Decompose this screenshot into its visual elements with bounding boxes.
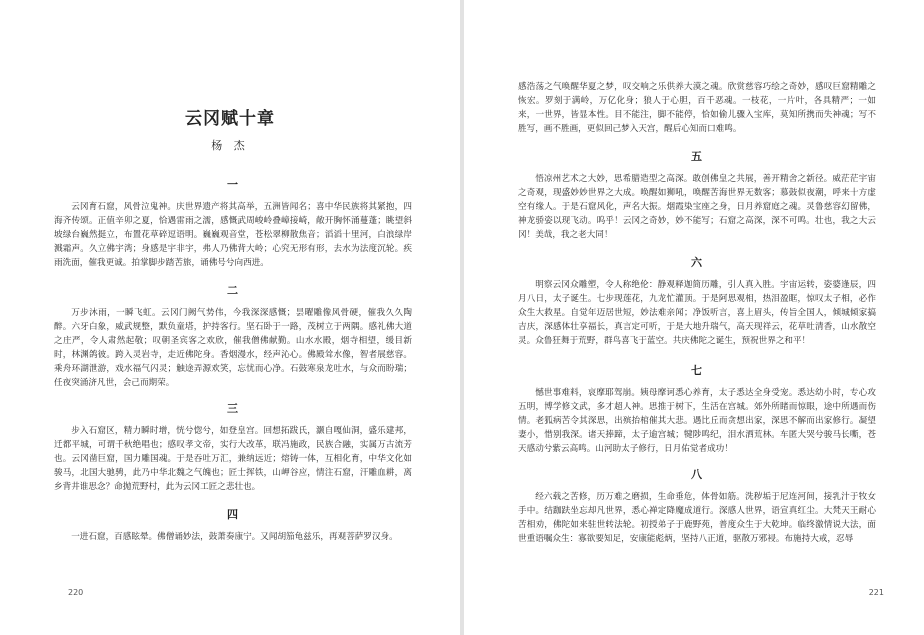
section-6: [518, 254, 876, 348]
right-page: [464, 0, 924, 635]
section-8: [518, 466, 876, 546]
section-paragraph: 憾世事难料，哀摩耶驾崩。姨母摩诃悉心养育，太子悉达全身受宠。悉达幼小时，专心攻五明，博学修文武，多才超人神。思推于树下，生活在宫城。郊外所睹而惊眼，途中所遇而伤情。老狐病苦令其深思，出殡抬棺催其大悲。遇比丘而贪想出家，深思不解而出家修行。凝望妻小，惜别我深。诸天捧蹄，太子逾宫城；犍陟鸣纪，泪水洒荒林。车匿大哭兮骏马长嘶，苍天感动兮紫云高鸣。山河助太子修行，日月佑觉者成功！: [518, 388, 876, 454]
section-heading: 五: [691, 150, 703, 163]
section-heading: 二: [227, 284, 239, 297]
section-paragraph: 一进石窟，百感眩晕。佛僧诵妙法，鼓萧奏康宁。又闻胡笳龟兹乐，再观菩萨罗汉身。: [71, 532, 398, 542]
section-5: [518, 148, 876, 242]
section-heading: 八: [691, 468, 703, 481]
section-7: [518, 362, 876, 456]
section-paragraph: 云冈育石窟，风骨泣鬼神。庆世界遗产将其高举，五洲皆闻名；喜中华民族将其紧抱，四海齐传颂。正值辛卯之夏，恰遇雷雨之濡，感慨武周峻岭叠嶂接崎，敞开胸怀涌蔓蓬；眺望斜坡绿台巍然挺立，布置花草碎逗语明。巍巍观音堂，苍松翠柳散焦音；滔滔十里河，白浪绿岸溅霜声。久立佛宇湾；身感是宇非宇，弗人乃佛背大岭；心究无形有形，去水为法度沉轮。疾雨洗面，催我更诚。拍掌脚步踏苦旅，诵佛号兮向西进。: [54, 202, 412, 268]
section-paragraph: 悟凉州艺术之大妙，思希腊造型之高深。敢创佛皇之共展，善开精舍之新径。威茫茫宇宙之奇观，现盛妙妙世界之大成。唤醒如狮吼，唤醒苦海世界无数客；慕鼓似夜潮，呼来十方虚空有缘人。于是石窟风化，声名大振。烟霞染宝座之身，日月养窟庭之魂。灵鲁慈容幻留佛，神龙骄姿以现飞动。呜乎！云冈之奇妙，妙不能写；石窟之高深，深不可鸣。壮也，我之大云冈！美哉，我之老大同！: [518, 174, 876, 240]
author-name: 杨 杰: [211, 139, 249, 152]
page-number: 221: [868, 588, 884, 597]
section-heading: 六: [691, 256, 703, 269]
section-paragraph: 明察云冈众雕塑，令人称绝伦：静观释迦简历雕，引人真入胜。宇宙运转，姿婆逢辰，四月八日，太子诞生。七步现莲花，九龙忙灌顶。于是阿思观相，热泪盈眶，惊叹太子相，必作众生大救星。自觉年迈居世短，妙法难亲闻；净饭听言，喜上眉头，传旨全国人，倾城倾家搞吉庆，深感体壮享福长，真言定可听，于是大地升瑞气，高天现祥云，花草吐清香，山水散空灵。众鲁狂舞于荒野，群鸟喜飞于蓝空。共庆佛陀之诞生，预祝世界之和平！: [518, 280, 876, 346]
page-number: 220: [68, 588, 84, 597]
section-2: [54, 282, 412, 390]
section-heading: 七: [691, 364, 703, 377]
section-heading: 三: [227, 402, 239, 415]
section-heading: 四: [227, 508, 239, 521]
section-paragraph: 万步沐雨，一瞬飞虹。云冈门阙气势伟，今我深深感慨；昙曜雕像风骨硬，催我久久陶醉。六牙白象，威武规整，默负童塔，护持客行。坚石卧于一路，茂树立于两隅。感礼佛大道之庄严，令人肃然起敬；叹朝圣宾客之欢欣，催我僧佛献勤。山水水殿，烟寺相望，缓目新时，林渊鸽彼。跨入灵岩寺，走近佛陀身。香烟漫水，经声沁心。佛殿耸水像，智者展慈容。乘舟环湖泄游，戏水福气闪灵；触途弄源欢笑，忘忧而心净。石鼓寒泉龙吐水，与众而盼瑞；任夜突涌济凡世，会己而期荣。: [54, 308, 412, 388]
intro-paragraph: 感浩荡之气唤醒华夏之梦，叹交响之乐供养大漠之魂。欣赏慈容巧绘之奇妙，感叹巨窟精雕之恢宏。罗刻于满岭，万亿化身；狼人于心胆，百千恶魂。一枝花，一片叶，各具精严；一如来，一世界，皆显本性。目不能注，脚不能停，恰如偷儿骤入宝库，莫知所携而失神魂；写不胜写，画不胜画，更似回己梦入天宫，醒后心知而口难鸣。: [518, 82, 876, 134]
section-1: [54, 176, 412, 270]
section-3: [54, 400, 412, 494]
section-paragraph: 经六载之苦修，历万难之磨损，生命垂危，体骨如筋。洗秽垢于尼连河间，接乳汁于牧女手中。结跏趺坐忘却凡世界，悉心禅定降魔成道行。深感人世界，语宣真红尘。大梵天王耐心苦相劝，佛陀如来驻世转法轮。初授弟子于鹿野苑，普度众生于大乾坤。临终激情说大法，面世重语嘱众生：寡欲要知足，安康能彪炳，坚持八正道，驱散万邪祲。布施持大戒，忍辱: [518, 492, 876, 544]
section-heading: 一: [227, 178, 239, 191]
section-paragraph: 步入石窟区，精力瞬时增，恍兮惚兮，如登皇宫。回想拓跋氏，灏自嘎仙洞，盛乐建邦，迁都平城，可谓千秋绝唱也；感叹孝文帝，实行大改革，联冯施政，民族合融，实属万古流芳也。云冈凿巨窟，国力雕国魂。于是吞吐万汇，兼纳远近；熔铸一体，互相化育，中华文化如骏马，北国大驰骋，此乃中华北魏之气魄也；匠士挥铁，山岬谷应，情注石窟，汗雕血耕，离乡背井谁思念？命抛荒野村，此为云冈工匠之悲壮也。: [54, 426, 412, 492]
page-title: 云冈赋十章: [185, 109, 275, 129]
left-page: [0, 0, 460, 635]
intro-block: [518, 80, 876, 136]
section-4: [54, 506, 412, 544]
